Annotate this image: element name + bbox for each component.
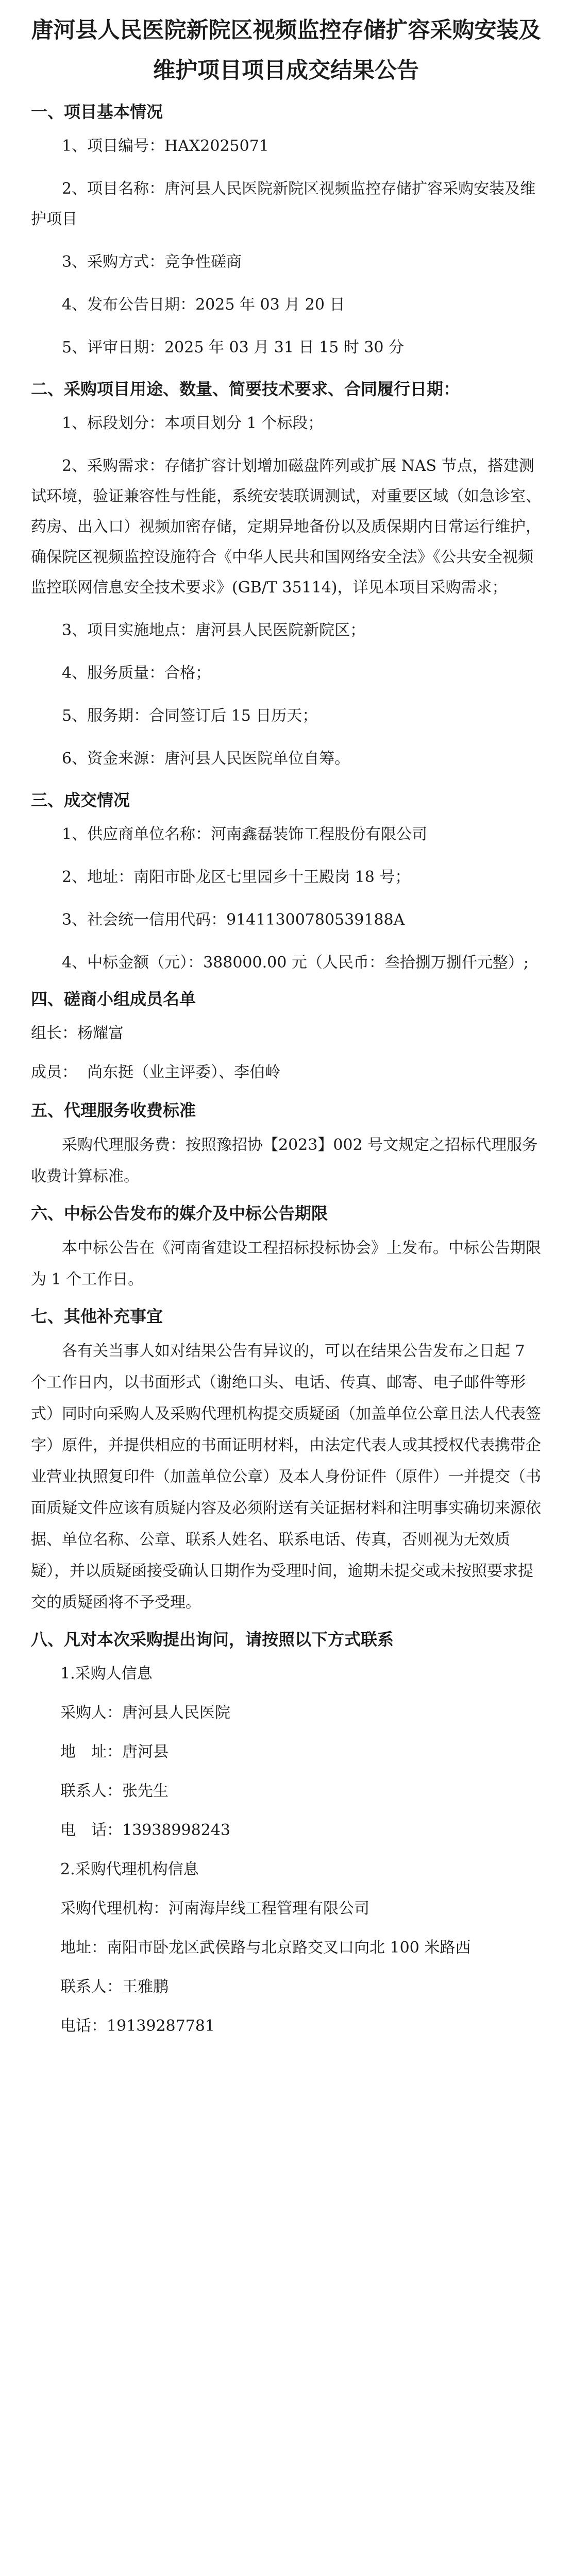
project-number: 1、项目编号：HAX2025071	[62, 137, 269, 155]
procurement-method: 3、采购方式：竞争性磋商	[62, 253, 242, 271]
supplier-address: 2、地址：南阳市卧龙区七里园乡十王殿岗 18 号；	[62, 868, 411, 886]
credit-code: 3、社会统一信用代码：91411300780539188A	[62, 911, 405, 929]
funding-source: 6、资金来源：唐河县人民医院单位自筹。	[62, 750, 350, 768]
implementation-site: 3、项目实施地点：唐河县人民医院新院区；	[62, 621, 366, 639]
panel-members: 成员： 尚东挺（业主评委）、李伯岭	[31, 1063, 281, 1081]
agency-contact: 联系人：王雅鹏	[60, 1978, 169, 1996]
agency-fee-text: 采购代理服务费：按照豫招协【2023】002 号文规定之招标代理服务收费计算标准。	[31, 1136, 538, 1185]
section-heading-media: 六、中标公告发布的媒介及中标公告期限	[31, 1204, 328, 1223]
title-line-1: 唐河县人民医院新院区视频监控存储扩容采购安装及	[31, 18, 541, 43]
purchaser-info-title: 1.采购人信息	[60, 1665, 153, 1683]
supplier-name: 1、供应商单位名称：河南鑫磊装饰工程股份有限公司	[62, 825, 428, 843]
agency-address: 地址：南阳市卧龙区武侯路与北京路交叉口向北 100 米路西	[60, 1939, 471, 1957]
agency-phone: 电话：19139287781	[60, 2017, 215, 2035]
page-title	[31, 10, 541, 91]
section-heading-panel: 四、磋商小组成员名单	[31, 989, 196, 1009]
media-text: 本中标公告在《河南省建设工程招标投标协会》上发布。中标公告期限为 1 个工作日。	[31, 1239, 541, 1289]
section-heading-basic-info: 一、项目基本情况	[31, 102, 163, 122]
section-heading-contact: 八、凡对本次采购提出询问，请按照以下方式联系	[31, 1630, 394, 1649]
lot-division: 1、标段划分：本项目划分 1 个标段；	[62, 414, 324, 432]
purchaser-address: 地 址：唐河县	[60, 1743, 169, 1761]
review-date: 5、评审日期：2025 年 03 月 31 日 15 时 30 分	[62, 338, 404, 357]
section-heading-requirements: 二、采购项目用途、数量、简要技术要求、合同履行日期：	[31, 379, 460, 399]
project-name: 2、项目名称：唐河县人民医院新院区视频监控存储扩容采购安装及维护项目	[31, 180, 536, 228]
service-quality: 4、服务质量：合格；	[62, 664, 211, 682]
objection-text: 各有关当事人如对结果公告有异议的，可以在结果公告发布之日起 7 个工作日内，以书面形式（谢绝口头、电话、传真、邮寄、电子邮件等形式）同时向采购人及采购代理机构提交质疑函（加盖单位公章且法人代表签字）原件，并提供相应的书面证明材料，由法定代表人或其授权代表携带企业营业执照复印件（加盖单位公章）及本人身份证件（原件）一并提交（书面质疑文件应该有质疑内容及必须附送有关证据材料和注明事实确切来源依据、单位名称、公章、联系人姓名、联系电话、传真，否则视为无效质疑），并以质疑函接受确认日期作为受理时间，逾期未提交或未按照要求提交的质疑函将不予受理。	[31, 1342, 541, 1612]
title-line-2: 维护项目项目成交结果公告	[153, 58, 419, 83]
purchaser-phone: 电 话：13938998243	[60, 1821, 230, 1839]
service-period: 5、服务期：合同签订后 15 日历天；	[62, 707, 318, 725]
section-heading-fee: 五、代理服务收费标准	[31, 1100, 196, 1120]
section-heading-award: 三、成交情况	[31, 790, 130, 810]
agency-name: 采购代理机构：河南海岸线工程管理有限公司	[60, 1900, 369, 1918]
agency-info-title: 2.采购代理机构信息	[60, 1860, 199, 1878]
panel-leader: 组长：杨耀富	[31, 1024, 124, 1042]
purchaser-name: 采购人：唐河县人民医院	[60, 1704, 230, 1722]
procurement-requirements: 2、采购需求：存储扩容计划增加磁盘阵列或扩展 NAS 节点，搭建测试环境，验证兼容性与性能，系统安装联调测试，对重要区域（如急诊室、药房、出入口）视频加密存储，定期异地备份以及质保期内日常运行维护，确保院区视频监控设施符合《中华人民共和国网络安全法》《公共安全视频监控联网信息安全技术要求》(GB/T 35114)，详见本项目采购需求；	[31, 457, 541, 597]
purchaser-contact: 联系人：张先生	[60, 1782, 169, 1800]
section-heading-other: 七、其他补充事宜	[31, 1307, 163, 1326]
publish-date: 4、发布公告日期：2025 年 03 月 20 日	[62, 296, 345, 314]
award-amount: 4、中标金额（元）：388000.00 元（人民币：叁拾捌万捌仟元整）;	[62, 954, 529, 972]
